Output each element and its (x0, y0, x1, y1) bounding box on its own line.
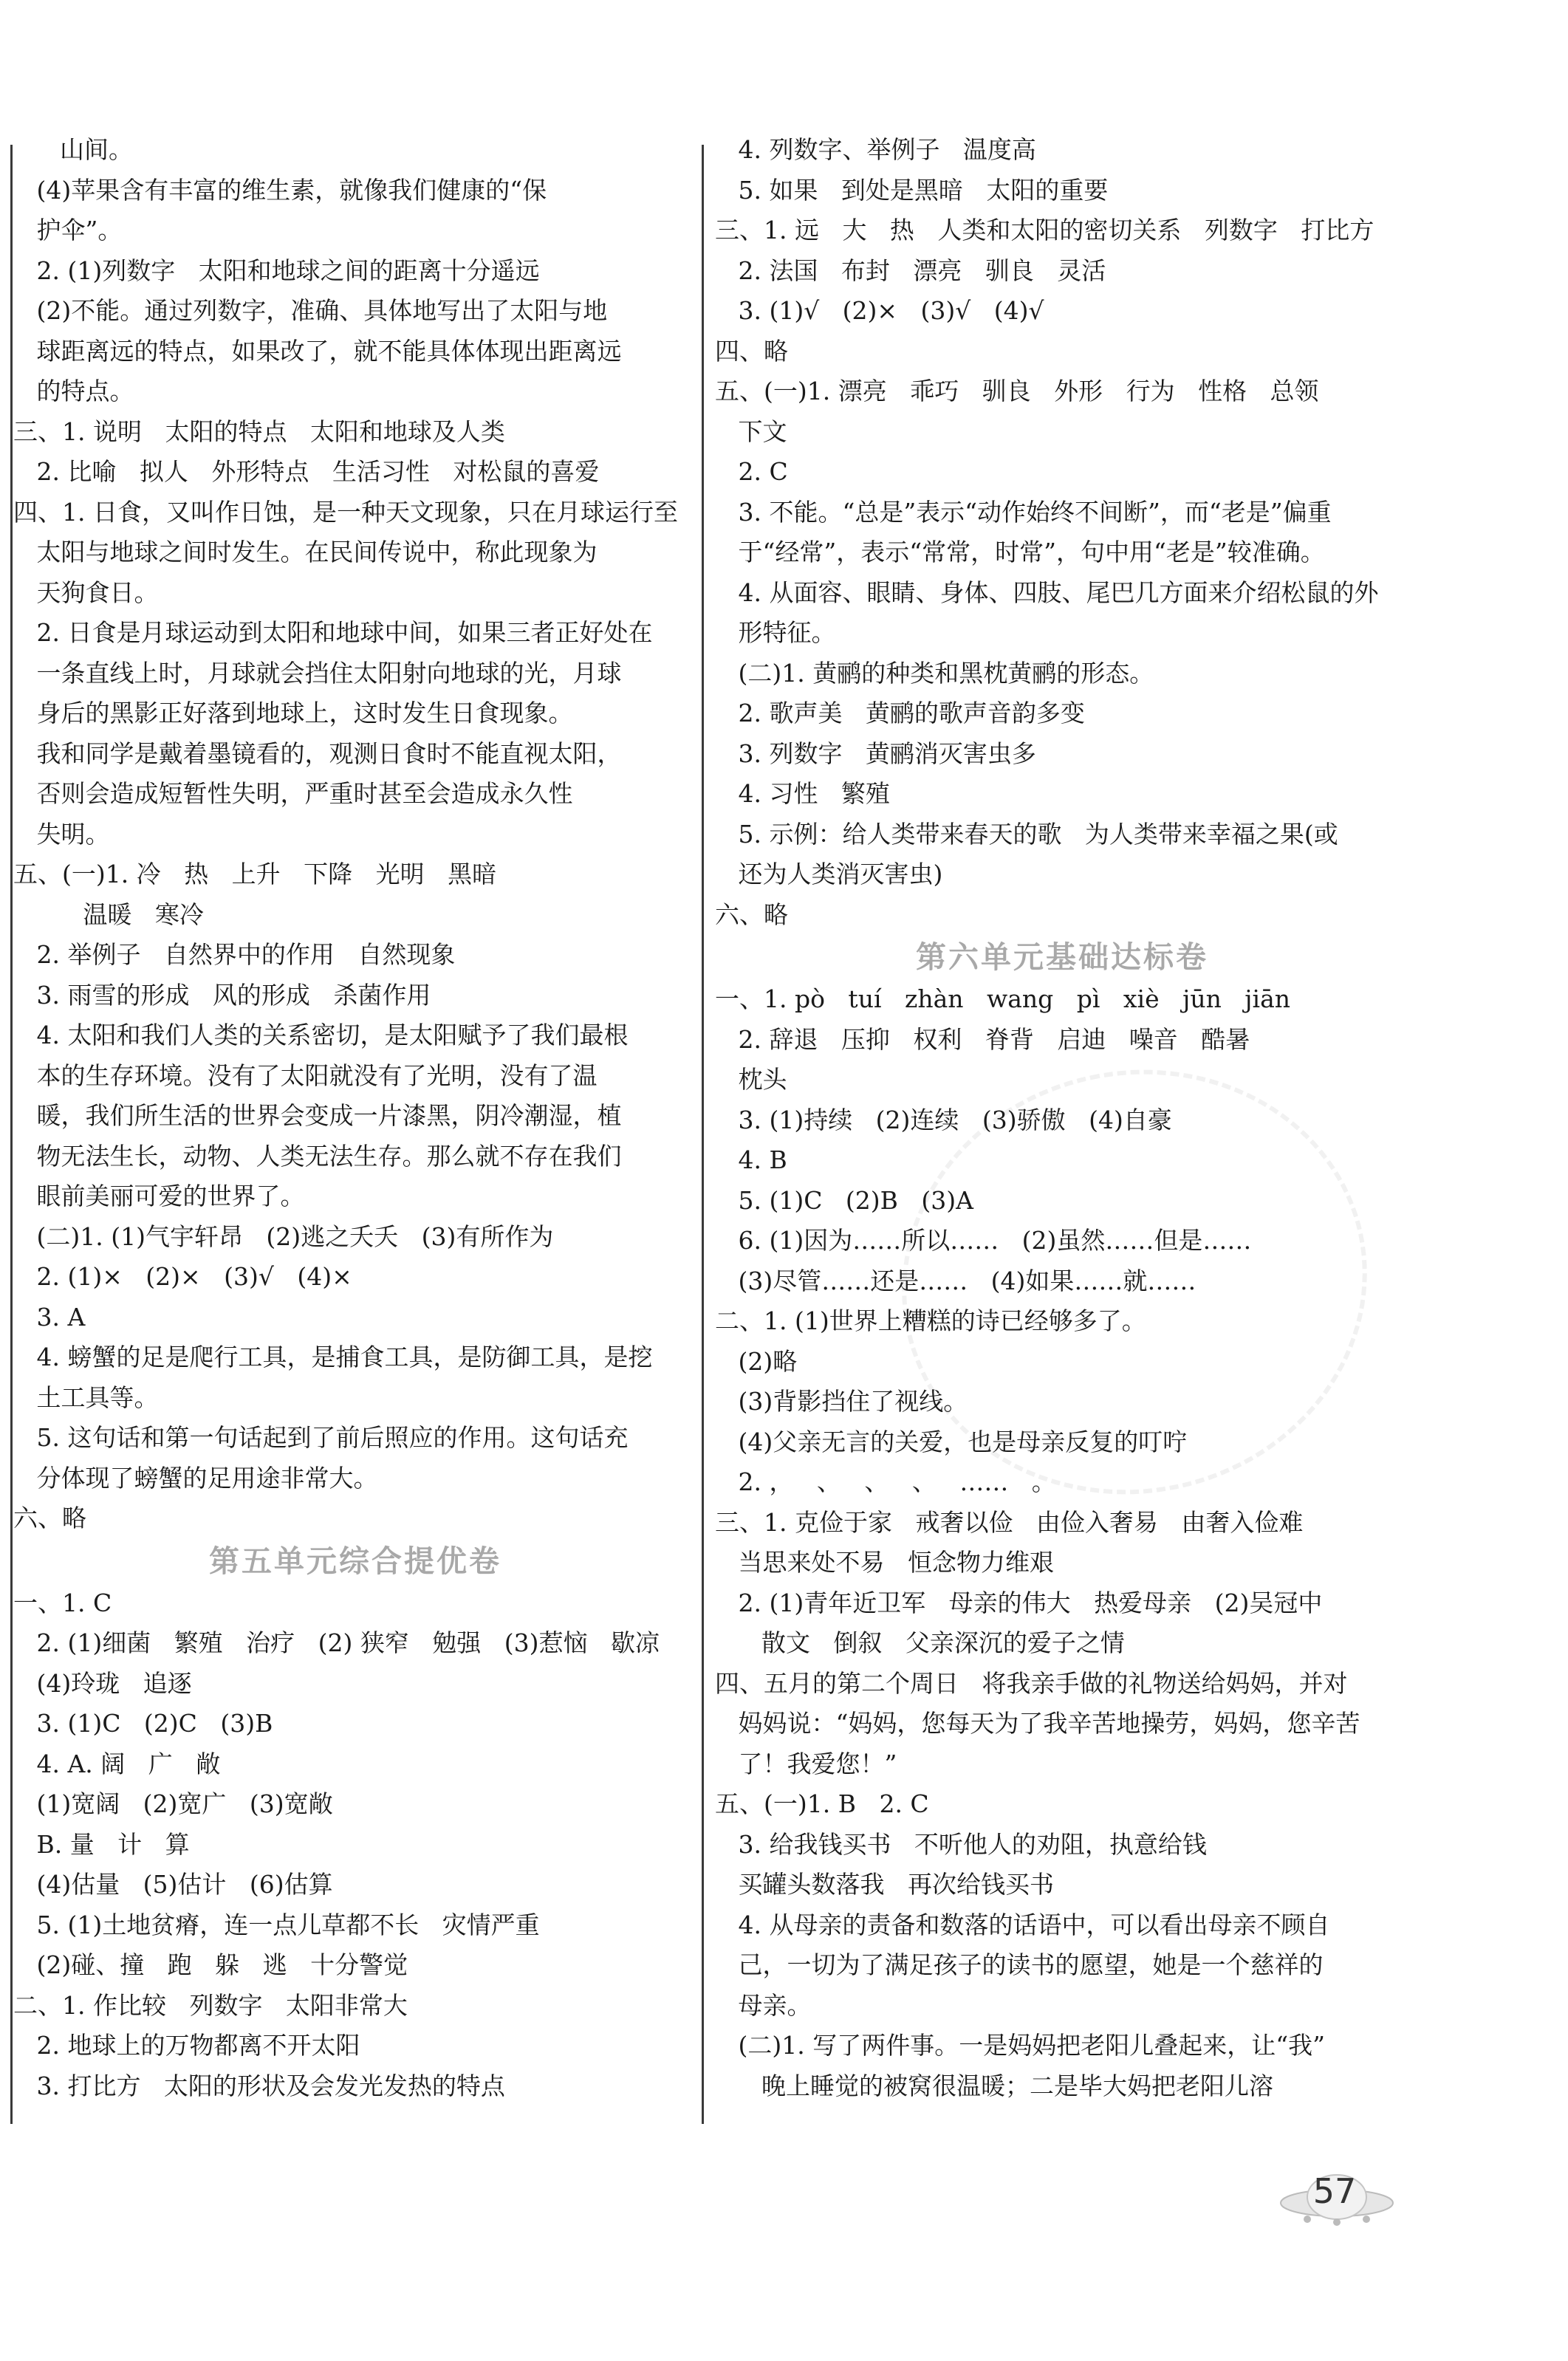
left-answer-line: 3. 雨雪的形成 风的形成 杀菌作用 (13, 980, 431, 1010)
right-answer-line: 2. ， 、 、 、 …… 。 (715, 1467, 1056, 1496)
left-answer-line: 3. (1)C (2)C (3)B (13, 1709, 273, 1738)
right-answer-line: 形特征。 (715, 618, 836, 647)
right-answer-line: 2. 法国 布封 漂亮 驯良 灵活 (715, 256, 1106, 285)
right-answer-lines (715, 130, 1409, 935)
left-answer-line: 的特点。 (13, 377, 134, 405)
left-answer-line: 太阳与地球之间时发生。在民间传说中，称此现象为 (13, 538, 598, 566)
left-answer-lines (13, 130, 697, 1539)
right-answer-lines-after (715, 979, 1409, 2106)
left-answer-line: 五、(一)1. 冷 热 上升 下降 光明 黑暗 (13, 860, 497, 888)
left-answer-line: 2. (1)× (2)× (3)√ (4)× (13, 1262, 352, 1291)
left-answer-line: 天狗食日。 (13, 578, 159, 607)
left-answer-line: 眼前美丽可爱的世界了。 (13, 1182, 305, 1210)
left-answer-line: 4. 太阳和我们人类的关系密切，是太阳赋予了我们最根 (13, 1021, 629, 1049)
left-answer-line: (4)估量 (5)估计 (6)估算 (13, 1870, 333, 1899)
left-answer-line: (2)不能。通过列数字，准确、具体地写出了太阳与地 (13, 296, 608, 325)
left-column (13, 130, 697, 2106)
left-answer-line: 山间。 (13, 135, 133, 164)
right-column (715, 130, 1409, 2106)
left-answer-line: 我和同学是戴着墨镜看的，观测日食时不能直视太阳， (13, 739, 622, 768)
left-answer-line: 4. A. 阔 广 敞 (13, 1749, 221, 1778)
right-answer-line: 2. (1)青年近卫军 母亲的伟大 热爱母亲 (2)吴冠中 (715, 1588, 1323, 1617)
right-answer-line: 3. (1)√ (2)× (3)√ (4)√ (715, 296, 1044, 325)
left-answer-line: (2)碰、撞 跑 躲 逃 十分警觉 (13, 1950, 408, 1979)
right-answer-line: 4. 从母亲的责备和数落的话语中，可以看出母亲不顾自 (715, 1910, 1330, 1939)
right-answer-line: 3. (1)持续 (2)连续 (3)骄傲 (4)自豪 (715, 1105, 1172, 1134)
right-answer-line: 于“经常”，表示“常常，时常”，句中用“老是”较准确。 (715, 538, 1325, 566)
right-answer-line: 4. 习性 繁殖 (715, 779, 890, 808)
right-answer-line: 三、1. 克俭于家 戒奢以俭 由俭入奢易 由奢入俭难 (715, 1507, 1304, 1537)
right-answer-line: 5. 如果 到处是黑暗 太阳的重要 (715, 175, 1109, 205)
right-answer-line: 一、1. pò tuí zhàn wang pì xiè jūn jiān (715, 984, 1291, 1013)
left-answer-line: 2. (1)列数字 太阳和地球之间的距离十分遥远 (13, 256, 540, 285)
right-answer-line: 5. (1)C (2)B (3)A (715, 1185, 973, 1215)
right-answer-line: 四、五月的第二个周日 将我亲手做的礼物送给妈妈，并对 (715, 1668, 1348, 1698)
left-answer-line: 三、1. 说明 太阳的特点 太阳和地球及人类 (13, 417, 505, 446)
right-answer-line: 了！我爱您！” (715, 1749, 897, 1778)
right-answer-line: (3)尽管……还是…… (4)如果……就…… (715, 1266, 1196, 1295)
left-answer-line: 一条直线上时，月球就会挡住太阳射向地球的光，月球 (13, 658, 622, 688)
right-answer-line: 当思来处不易 恒念物力维艰 (715, 1548, 1054, 1577)
left-section-heading: 第五单元综合提优卷 (209, 1543, 501, 1579)
left-answer-line: (二)1. (1)气宇轩昂 (2)逃之夭夭 (3)有所作为 (13, 1221, 554, 1251)
right-section-heading: 第六单元基础达标卷 (916, 939, 1208, 975)
right-answer-line: 二、1. (1)世界上糟糕的诗已经够多了。 (715, 1306, 1146, 1335)
left-answer-line: 温暖 寒冷 (13, 899, 204, 929)
left-answer-line: 失明。 (13, 819, 110, 849)
left-answer-line: 2. 比喻 拟人 外形特点 生活习性 对松鼠的喜爱 (13, 457, 600, 486)
left-answer-line: 身后的黑影正好落到地球上，这时发生日食现象。 (13, 699, 573, 727)
left-answer-line: 2. 地球上的万物都离不开太阳 (13, 2031, 360, 2060)
right-answer-line: 3. 给我钱买书 不听他人的劝阻，执意给钱 (715, 1829, 1207, 1859)
left-answer-line: 3. 打比方 太阳的形状及会发光发热的特点 (13, 2071, 505, 2100)
right-answer-line: 3. 不能。“总是”表示“动作始终不间断”，而“老是”偏重 (715, 497, 1332, 527)
right-answer-line: 三、1. 远 大 热 人类和太阳的密切关系 列数字 打比方 (715, 216, 1374, 244)
right-answer-line: 六、略 (715, 899, 788, 929)
right-answer-line: (4)父亲无言的关爱，也是母亲反复的叮咛 (715, 1427, 1188, 1456)
page-number: 57 (1312, 2171, 1357, 2211)
left-answer-line: 3. A (13, 1302, 86, 1332)
left-answer-line: 4. 螃蟹的足是爬行工具，是捕食工具，是防御工具，是挖 (13, 1343, 653, 1371)
right-answer-line: 4. B (715, 1145, 787, 1174)
right-answer-line: 五、(一)1. B 2. C (715, 1789, 929, 1818)
left-answer-line: 分体现了螃蟹的足用途非常大。 (13, 1463, 378, 1493)
right-answer-line: 散文 倒叙 父亲深沉的爱子之情 (715, 1628, 1125, 1657)
right-answer-line: 5. 示例：给人类带来春天的歌 为人类带来幸福之果(或 (715, 819, 1338, 849)
left-answer-lines-after (13, 1583, 697, 2107)
right-answer-line: 四、略 (715, 336, 788, 366)
left-answer-line: 否则会造成短暂性失明，严重时甚至会造成永久性 (13, 779, 573, 808)
right-answer-line: 枕头 (715, 1065, 787, 1094)
left-answer-line: 物无法生长，动物、人类无法生存。那么就不存在我们 (13, 1141, 622, 1171)
right-answer-line: 下文 (715, 417, 787, 446)
right-answer-line: 6. (1)因为……所以…… (2)虽然……但是…… (715, 1226, 1252, 1255)
right-answer-line: 买罐头数落我 再次给钱买书 (715, 1870, 1054, 1899)
right-answer-line: 2. C (715, 457, 788, 486)
right-answer-line: 妈妈说：“妈妈，您每天为了我辛苦地操劳，妈妈，您辛苦 (715, 1709, 1360, 1738)
left-answer-line: 土工具等。 (13, 1382, 159, 1412)
right-answer-line: (二)1. 黄鹂的种类和黑枕黄鹂的形态。 (715, 658, 1154, 688)
left-answer-line: 2. (1)细菌 繁殖 治疗 (2) 狭窄 勉强 (3)惹恼 歇凉 (13, 1628, 660, 1657)
left-answer-line: 二、1. 作比较 列数字 太阳非常大 (13, 1990, 408, 2020)
left-answer-line: 暖，我们所生活的世界会变成一片漆黑，阴冷潮湿，植 (13, 1101, 622, 1130)
right-answer-line: 4. 从面容、眼睛、身体、四肢、尾巴几方面来介绍松鼠的外 (715, 578, 1379, 607)
left-answer-line: 2. 日食是月球运动到太阳和地球中间，如果三者正好处在 (13, 618, 653, 647)
right-answer-line: (二)1. 写了两件事。一是妈妈把老阳儿叠起来，让“我” (715, 2031, 1325, 2060)
right-answer-line: 五、(一)1. 漂亮 乖巧 驯良 外形 行为 性格 总领 (715, 377, 1319, 405)
left-answer-line: B. 量 计 算 (13, 1829, 190, 1859)
left-answer-line: (4)玲珑 追逐 (13, 1668, 192, 1698)
left-answer-line: 2. 举例子 自然界中的作用 自然现象 (13, 940, 456, 969)
left-answer-line: 5. 这句话和第一句话起到了前后照应的作用。这句话充 (13, 1423, 629, 1452)
left-margin-rule (10, 145, 13, 2124)
left-answer-line: (1)宽阔 (2)宽广 (3)宽敞 (13, 1789, 333, 1818)
left-answer-line: 六、略 (13, 1504, 86, 1532)
right-answer-line: 4. 列数字、举例子 温度高 (715, 135, 1036, 164)
right-answer-line: (2)略 (715, 1346, 798, 1376)
right-answer-line: 2. 辞退 压抑 权利 脊背 启迪 噪音 酷暑 (715, 1024, 1250, 1054)
column-divider (702, 145, 704, 2124)
left-answer-line: (4)苹果含有丰富的维生素，就像我们健康的“保 (13, 175, 547, 205)
right-answer-line: 晚上睡觉的被窝很温暖；二是毕大妈把老阳儿溶 (715, 2071, 1273, 2100)
right-answer-line: 3. 列数字 黄鹂消灭害虫多 (715, 739, 1036, 768)
right-answer-line: 母亲。 (715, 1990, 812, 2020)
right-answer-line: 还为人类消灭害虫) (715, 860, 943, 888)
left-answer-line: 本的生存环境。没有了太阳就没有了光明，没有了温 (13, 1060, 598, 1090)
right-answer-line: 2. 歌声美 黄鹂的歌声音韵多变 (715, 699, 1085, 727)
left-answer-line: 四、1. 日食，又叫作日蚀，是一种天文现象，只在月球运行至 (13, 497, 678, 527)
right-answer-line: (3)背影挡住了视线。 (715, 1387, 968, 1416)
right-answer-line: 己，一切为了满足孩子的读书的愿望，她是一个慈祥的 (715, 1950, 1324, 1979)
left-answer-line: 5. (1)土地贫瘠，连一点儿草都不长 灾情严重 (13, 1910, 540, 1939)
left-answer-line: 一、1. C (13, 1588, 112, 1617)
left-answer-line: 护伞”。 (13, 216, 123, 244)
left-answer-line: 球距离远的特点，如果改了，就不能具体体现出距离远 (13, 336, 622, 366)
